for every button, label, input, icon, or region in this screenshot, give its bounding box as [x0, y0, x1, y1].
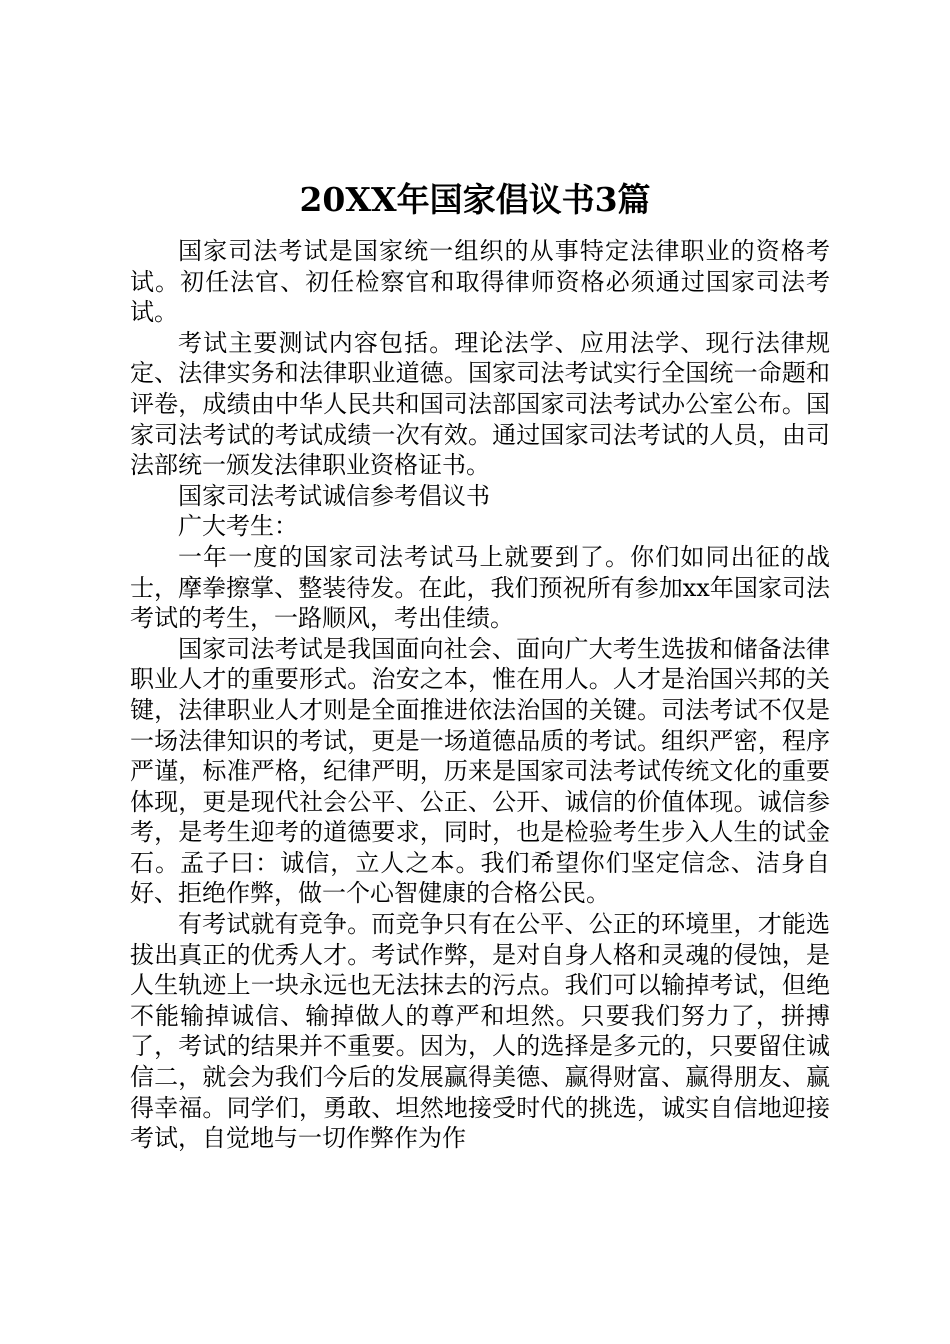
paragraph-intro: 国家司法考试是国家统一组织的从事特定法律职业的资格考试。初任法官、初任检察官和取得律师资格必须通过国家司法考试。 — [130, 237, 830, 327]
paragraph-proposal-heading: 国家司法考试诚信参考倡议书 — [178, 481, 490, 510]
document-title: 20XX年国家倡议书3篇 — [299, 180, 651, 219]
paragraph-integrity: 国家司法考试是我国面向社会、面向广大考生选拔和储备法律职业人才的重要形式。治安之本，惟在用人。人才是治国兴邦的关键，法律职业人才则是全面推进依法治国的关键。司法考试不仅是一场法律知识的考试，更是一场道德品质的考试。组织严密，程序严谨，标准严格，纪律严明，历来是国家司法考试传统文化的重要体现，更是现代社会公平、公正、公开、诚信的价值体现。诚信参考，是考生迎考的道德要求，同时，也是检验考生步入人生的试金石。孟子曰：诚信，立人之本。我们希望你们坚定信念、洁身自好、拒绝作弊，做一个心智健康的合格公民。 — [130, 634, 830, 908]
paragraph-exam-content: 考试主要测试内容包括。理论法学、应用法学、现行法律规定、法律实务和法律职业道德。国家司法考试实行全国统一命题和评卷，成绩由中华人民共和国司法部国家司法考试办公室公布。国家司法考试的考试成绩一次有效。通过国家司法考试的人员，由司法部统一颁发法律职业资格证书。 — [130, 328, 830, 480]
paragraph-salutation: 广大考生： — [178, 512, 298, 541]
document-body — [130, 236, 830, 1154]
paragraph-competition: 有考试就有竞争。而竞争只有在公平、公正的环境里，才能选拔出真正的优秀人才。考试作弊，是对自身人格和灵魂的侵蚀，是人生轨迹上一块永远也无法抹去的污点。我们可以输掉考试，但绝不能输掉诚信、输掉做人的尊严和坦然。只要我们努力了，拼搏了，考试的结果并不重要。因为，人的选择是多元的，只要留住诚信二，就会为我们今后的发展赢得美德、赢得财富、赢得朋友、赢得幸福。同学们，勇敢、坦然地接受时代的挑选，诚实自信地迎接考试，自觉地与一切作弊作为作 — [130, 910, 830, 1153]
paragraph-greeting: 一年一度的国家司法考试马上就要到了。你们如同出征的战士，摩拳擦掌、整装待发。在此，我们预祝所有参加xx年国家司法考试的考生，一路顺风，考出佳绩。 — [130, 542, 830, 633]
